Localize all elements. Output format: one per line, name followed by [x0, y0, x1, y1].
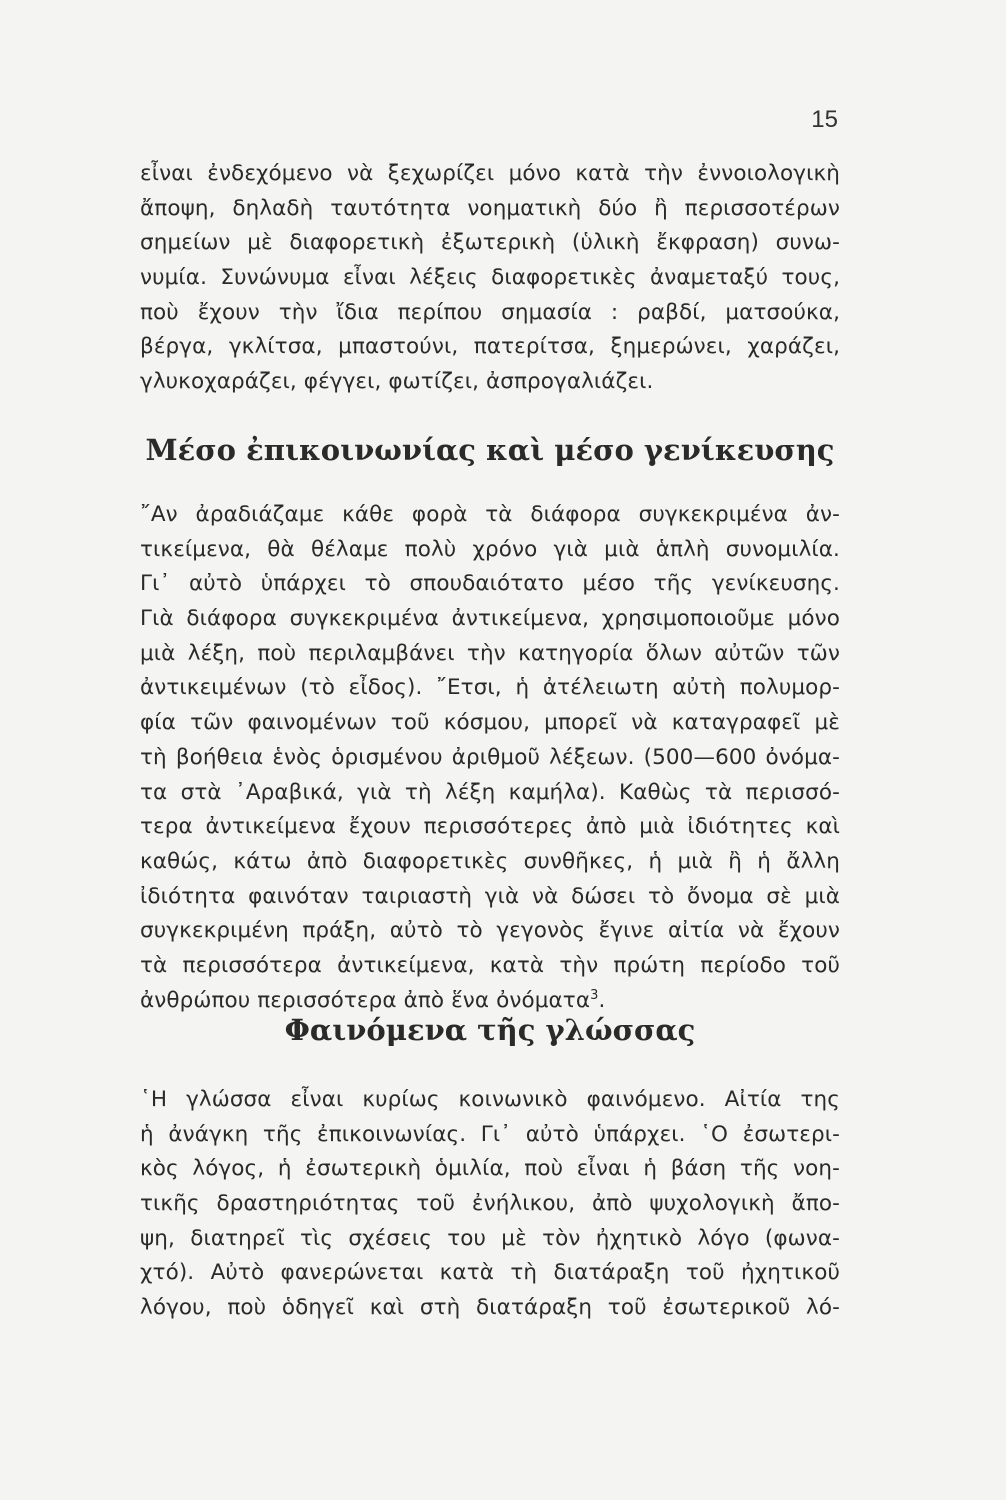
paragraph-synonyms — [140, 157, 840, 400]
text-line: τα στὰ ᾽Αραβικά, γιὰ τὴ λέξη καμήλα). Καθὼς τὰ περισσό- — [140, 779, 840, 805]
text-line: Γι᾽ αὐτὸ ὑπάρχει τὸ σπουδαιότατο μέσο τῆς γενίκευσης. — [140, 571, 840, 597]
footnote-reference: 3 — [590, 987, 599, 1003]
text-line: τικῆς δραστηριότητας τοῦ ἐνήλικου, ἀπὸ ψυχολογικὴ ἄπο- — [140, 1191, 840, 1217]
text-line: ἡ ἀνάγκη τῆς ἐπικοινωνίας. Γι᾽ αὐτὸ ὑπάρχει. ῾Ο ἐσωτερι- — [140, 1121, 840, 1147]
text-line: συγκεκριμένη πράξη, αὐτὸ τὸ γεγονὸς ἔγινε αἰτία νὰ ἔχουν — [140, 918, 840, 944]
text-line: τικείμενα, θὰ θέλαμε πολὺ χρόνο γιὰ μιὰ ἁπλὴ συνομιλία. — [140, 536, 840, 562]
page-number: 15 — [811, 106, 838, 133]
text-line: Γιὰ διάφορα συγκεκριμένα ἀντικείμενα, χρησιμοποιοῦμε μόνο — [140, 606, 840, 632]
sentence-end-punctuation: . — [598, 987, 606, 1013]
text-line: βέργα, γκλίτσα, μπαστούνι, πατερίτσα, ξημερώνει, χαράζει, — [140, 334, 840, 360]
text-line: τὰ περισσότερα ἀντικείμενα, κατὰ τὴν πρώτη περίοδο τοῦ — [140, 952, 840, 978]
text-line: ἀντικειμένων (τὸ εἶδος). ῎Ετσι, ἡ ἀτέλειωτη αὐτὴ πολυμορ- — [140, 675, 840, 701]
text-line: ψη, διατηρεῖ τὶς σχέσεις του μὲ τὸν ἠχητικὸ λόγο (φωνα- — [140, 1225, 840, 1251]
text-line: λόγου, ποὺ ὁδηγεῖ καὶ στὴ διατάραξη τοῦ ἐσωτερικοῦ λό- — [140, 1295, 840, 1321]
text-line: ποὺ ἔχουν τὴν ἴδια περίπου σημασία : ραβδί, ματσούκα, — [140, 299, 840, 325]
paragraph-generalization — [140, 498, 840, 1018]
text-line: νυμία. Συνώνυμα εἶναι λέξεις διαφορετικὲς ἀναμεταξύ τους, — [140, 265, 840, 291]
section-heading-communication: Μέσο ἐπικοινωνίας καὶ μέσο γενίκευσης — [145, 433, 835, 467]
text-line-content: ἀνθρώπου περισσότερα ἀπὸ ἕνα ὀνόματα — [140, 987, 591, 1013]
text-line: φία τῶν φαινομένων τοῦ κόσμου, μπορεῖ νὰ καταγραφεῖ μὲ — [140, 710, 840, 736]
section-heading-language-phenomena: Φαινόμενα τῆς γλώσσας — [284, 1013, 696, 1047]
text-line: τερα ἀντικείμενα ἔχουν περισσότερες ἀπὸ μιὰ ἰδιότητες καὶ — [140, 814, 840, 840]
text-line: μιὰ λέξη, ποὺ περιλαμβάνει τὴν κατηγορία ὅλων αὐτῶν τῶν — [140, 640, 840, 666]
text-line: γλυκοχαράζει, φέγγει, φωτίζει, ἀσπρογαλιάζει. — [140, 369, 654, 395]
text-line: χτό). Αὐτὸ φανερώνεται κατὰ τὴ διατάραξη τοῦ ἠχητικοῦ — [140, 1260, 840, 1286]
paragraph-language — [140, 1083, 840, 1326]
text-line: ῾Η γλώσσα εἶναι κυρίως κοινωνικὸ φαινόμενο. Αἰτία της — [140, 1087, 840, 1112]
text-line: τὴ βοήθεια ἑνὸς ὁρισμένου ἀριθμοῦ λέξεων. (500—600 ὀνόμα- — [140, 744, 840, 770]
text-line: κὸς λόγος, ἡ ἐσωτερικὴ ὁμιλία, ποὺ εἶναι ἡ βάση τῆς νοη- — [140, 1156, 840, 1182]
text-line: σημείων μὲ διαφορετικὴ ἐξωτερικὴ (ὑλικὴ ἔκφραση) συνω- — [140, 230, 840, 256]
text-line: ἰδιότητα φαινόταν ταιριαστὴ γιὰ νὰ δώσει τὸ ὄνομα σὲ μιὰ — [140, 883, 840, 909]
text-line: ἄποψη, δηλαδὴ ταυτότητα νοηματικὴ δύο ἢ περισσοτέρων — [140, 195, 840, 221]
text-line: καθώς, κάτω ἀπὸ διαφορετικὲς συνθῆκες, ἡ μιὰ ἢ ἡ ἄλλη — [140, 848, 840, 874]
text-line: ῎Αν ἀραδιάζαμε κάθε φορὰ τὰ διάφορα συγκεκριμένα ἀν- — [140, 502, 840, 527]
text-line: εἶναι ἐνδεχόμενο νὰ ξεχωρίζει μόνο κατὰ τὴν ἐννοιολογικὴ — [140, 161, 840, 186]
